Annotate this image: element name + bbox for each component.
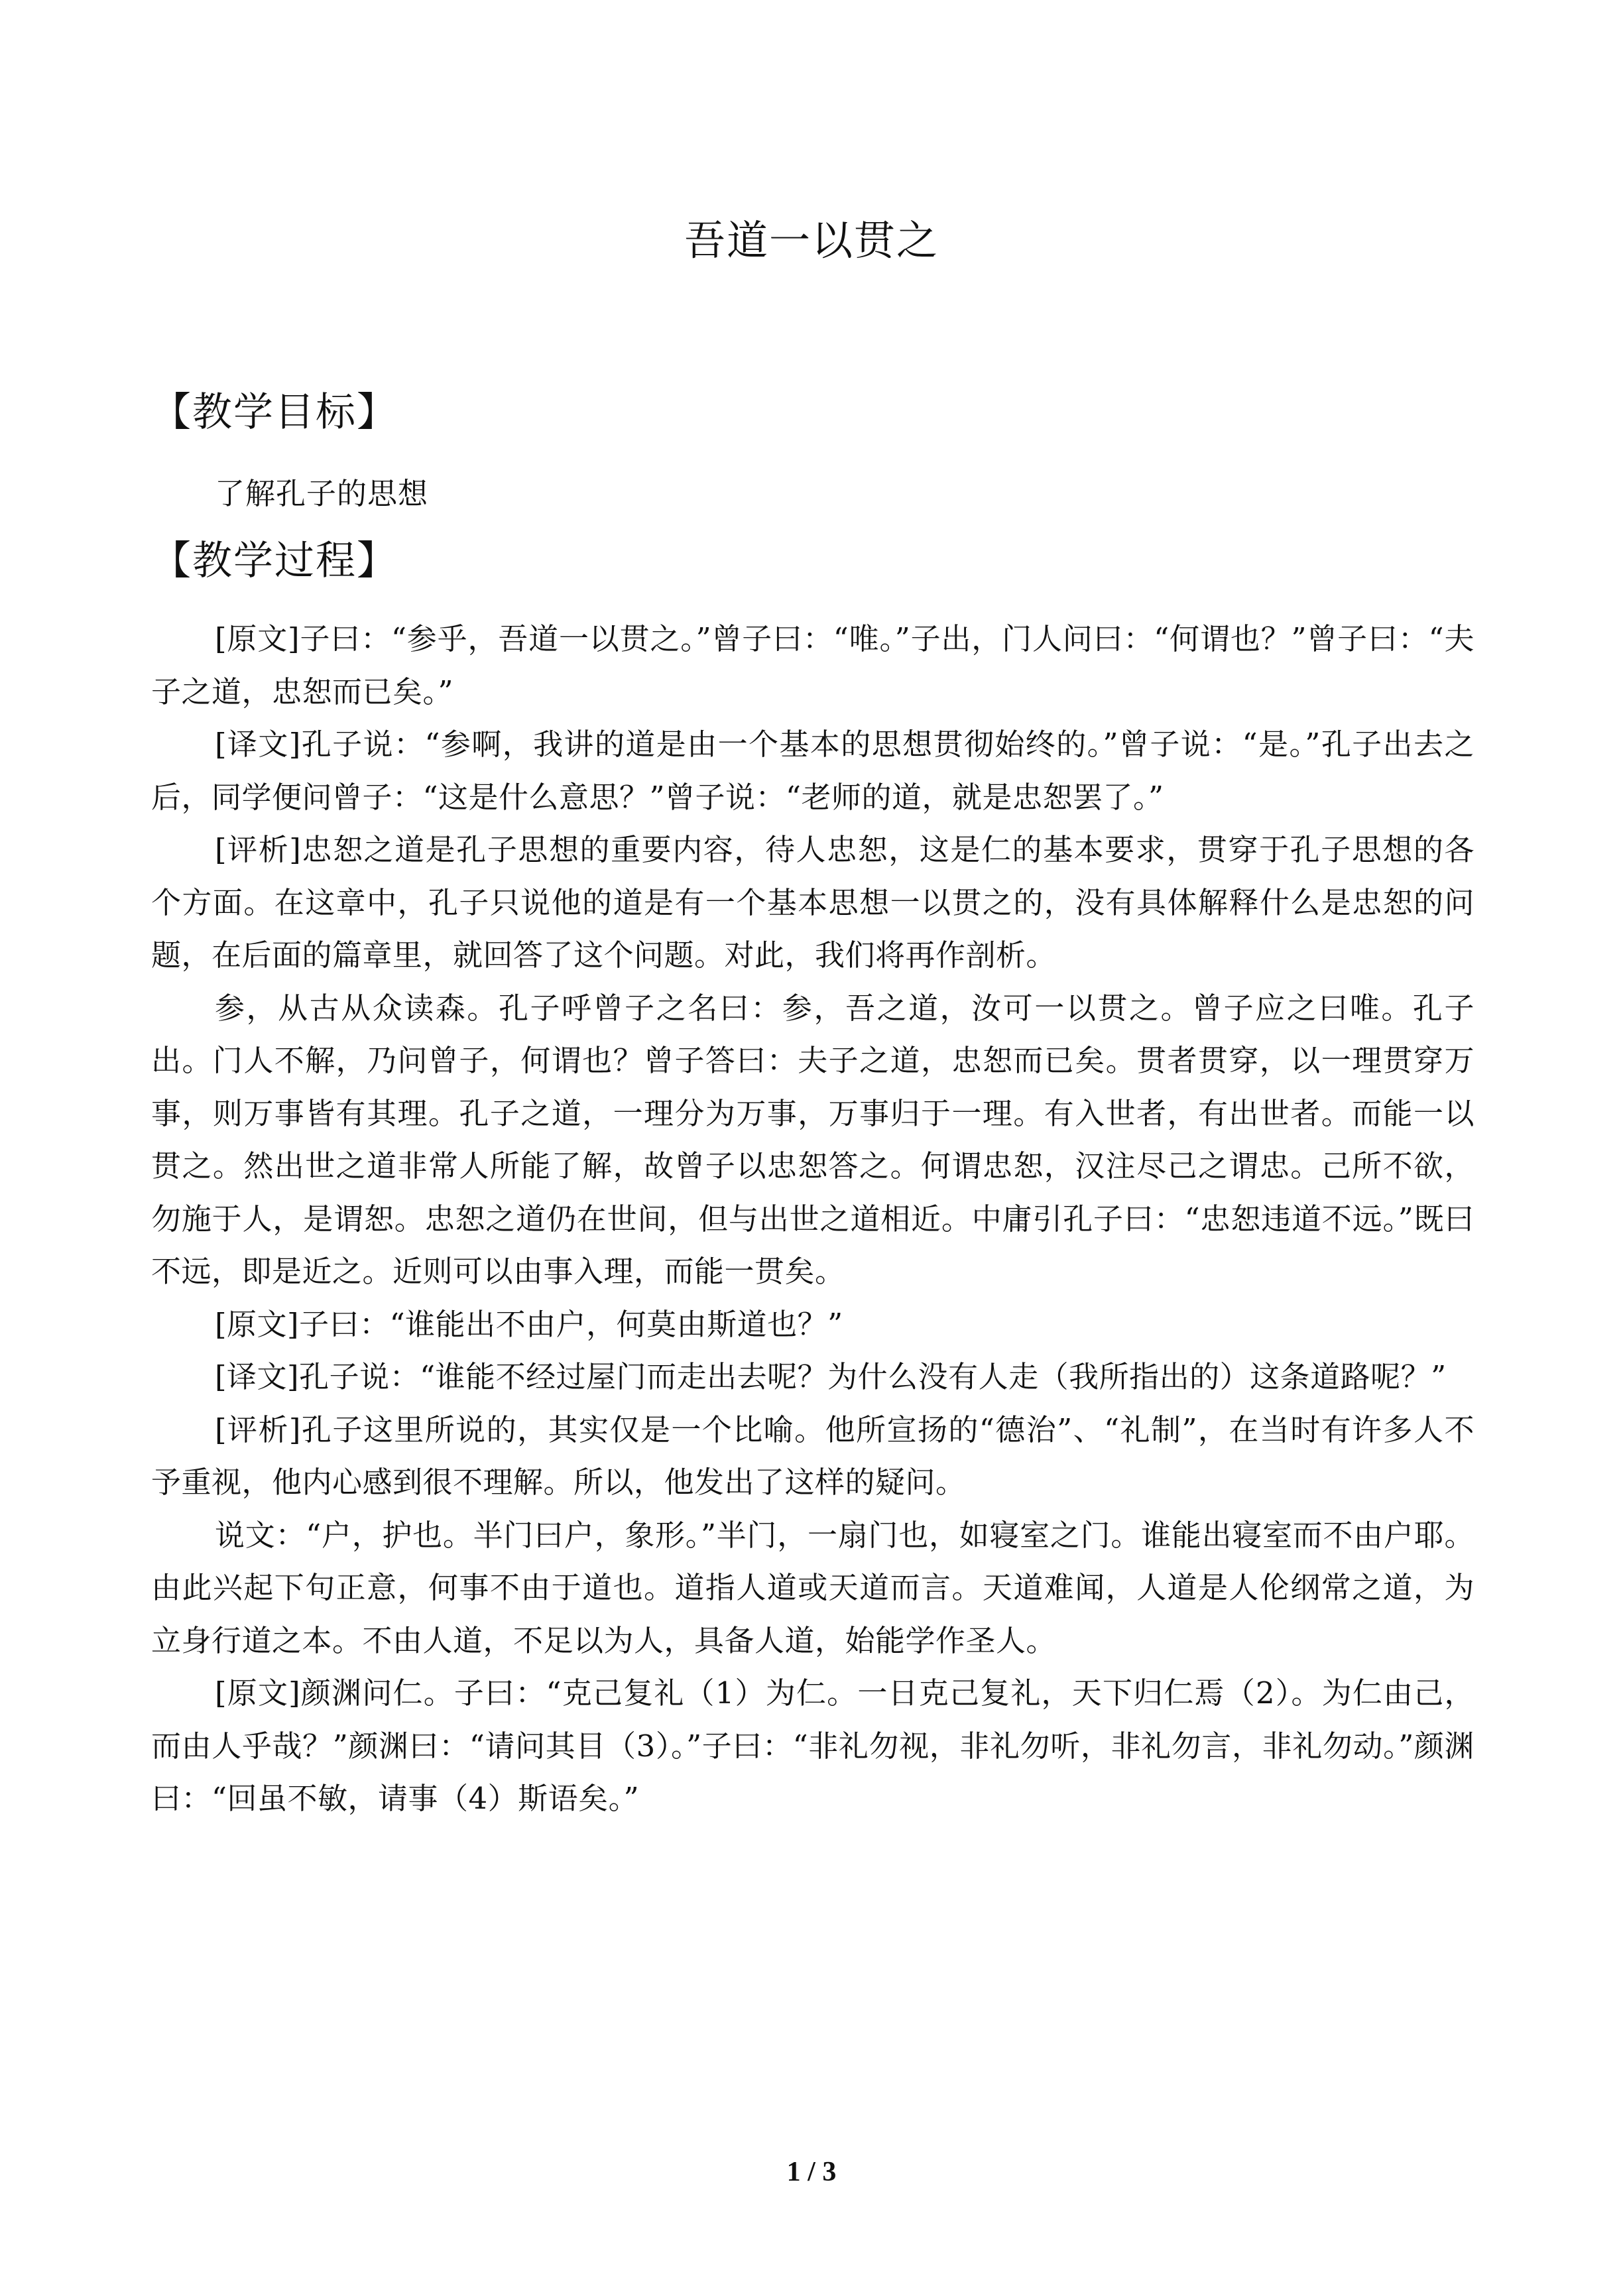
- document-body: [151, 613, 1474, 1825]
- paragraph-translation-1: [译文]孔子说：“参啊，我讲的道是由一个基本的思想贯彻始终的。”曾子说：“是。”孔子出去之后，同学便问曾子：“这是什么意思？”曾子说：“老师的道，就是忠恕罢了。”: [151, 727, 1474, 815]
- paragraph-explanation-2: 说文：“户，护也。半门曰户，象形。”半门，一扇门也，如寝室之门。谁能出寝室而不由户耶。由此兴起下句正意，何事不由于道也。道指人道或天道而言。天道难闻，人道是人伦纲常之道，为立身行道之本。不由人道，不足以为人，具备人道，始能学作圣人。: [151, 1517, 1474, 1658]
- paragraph-original-text-1: [原文]子曰：“参乎，吾道一以贯之。”曾子曰：“唯。”子出，门人问曰：“何谓也？”曾子曰：“夫子之道，忠恕而已矣。”: [151, 621, 1474, 709]
- section-heading-teaching-process: 【教学过程】: [151, 538, 398, 584]
- paragraph-commentary-1: [评析]忠恕之道是孔子思想的重要内容，待人忠恕，这是仁的基本要求，贯穿于孔子思想的各个方面。在这章中，孔子只说他的道是有一个基本思想一以贯之的，没有具体解释什么是忠恕的问题，在后面的篇章里，就回答了这个问题。对此，我们将再作剖析。: [151, 832, 1474, 973]
- paragraph-commentary-2: [评析]孔子这里所说的，其实仅是一个比喻。他所宣扬的“德治”、“礼制”，在当时有许多人不予重视，他内心感到很不理解。所以，他发出了这样的疑问。: [151, 1412, 1474, 1500]
- paragraph-original-text-3: [原文]颜渊问仁。子曰：“克己复礼（1）为仁。一日克己复礼，天下归仁焉（2）。为仁由己，而由人乎哉？”颜渊曰：“请问其目（3）。”子曰：“非礼勿视，非礼勿听，非礼勿言，非礼勿动。”颜渊曰：“回虽不敏，请事（4）斯语矣。”: [151, 1675, 1474, 1816]
- teaching-goal-text: 了解孔子的思想: [215, 476, 429, 511]
- paragraph-explanation-1: 参，从古从众读森。孔子呼曾子之名曰：参，吾之道，汝可一以贯之。曾子应之曰唯。孔子出。门人不解，乃问曾子，何谓也？曾子答曰：夫子之道，忠恕而已矣。贯者贯穿，以一理贯穿万事，则万事皆有其理。孔子之道，一理分为万事，万事归于一理。有入世者，有出世者。而能一以贯之。然出世之道非常人所能了解，故曾子以忠恕答之。何谓忠恕，汉注尽己之谓忠。己所不欲，勿施于人，是谓恕。忠恕之道仍在世间，但与出世之道相近。中庸引孔子曰：“忠恕违道不远。”既曰不远，即是近之。近则可以由事入理，而能一贯矣。: [151, 990, 1474, 1289]
- page-number: 1 / 3: [786, 2157, 837, 2187]
- section-heading-teaching-goals: 【教学目标】: [151, 389, 398, 436]
- paragraph-original-text-2: [原文]子曰：“谁能出不由户，何莫由斯道也？”: [215, 1306, 843, 1342]
- document-title: 吾道一以贯之: [684, 216, 939, 265]
- paragraph-translation-2: [译文]孔子说：“谁能不经过屋门而走出去呢？为什么没有人走（我所指出的）这条道路呢？”: [215, 1359, 1447, 1394]
